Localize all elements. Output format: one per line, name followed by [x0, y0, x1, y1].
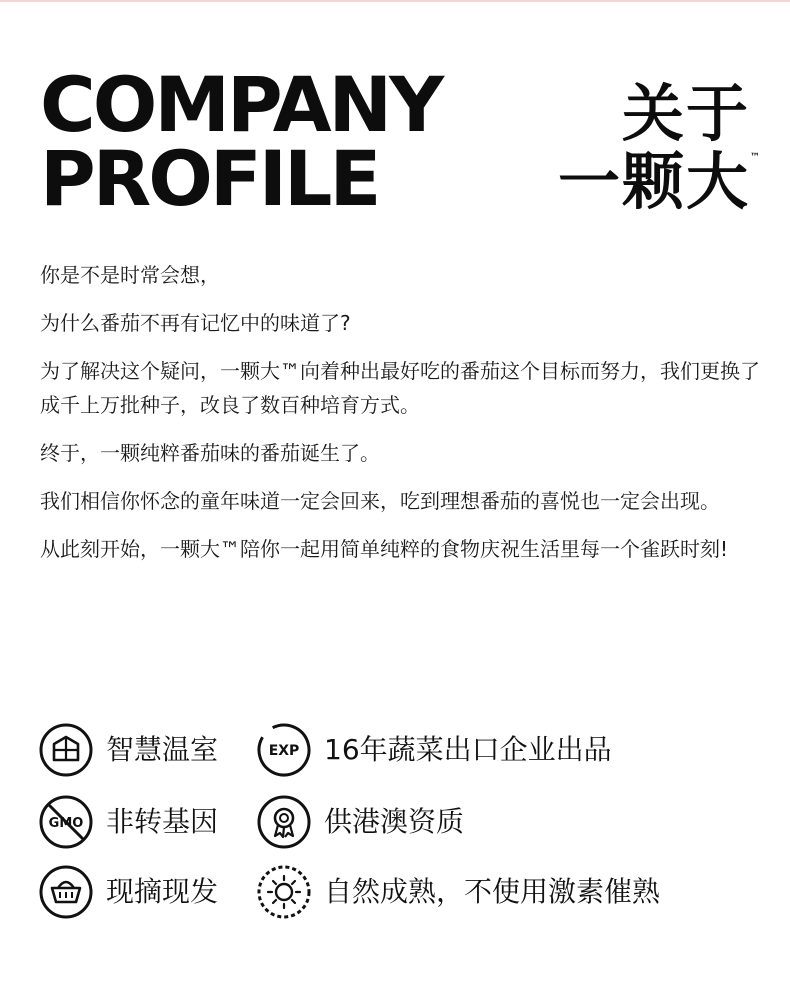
intro-paragraph: 从此刻开始，一颗大™陪你一起用简单纯粹的食物庆祝生活里每一个雀跃时刻!	[40, 537, 729, 561]
company-profile-heading	[40, 60, 442, 223]
intro-paragraph: 你是不是时常会想，	[40, 263, 220, 287]
non-gmo-icon	[38, 794, 94, 850]
feature-item	[256, 722, 612, 778]
heading-line-1: COMPANY	[40, 60, 442, 149]
brand-line-2: 一颗大	[557, 145, 750, 218]
feature-item	[256, 794, 464, 850]
brand-line-1: 关于	[621, 77, 750, 150]
intro-paragraph: 我们相信你怀念的童年味道一定会回来，吃到理想番茄的喜悦也一定会出现。	[40, 489, 720, 513]
feature-label: 智慧温室	[106, 733, 219, 766]
feature-label: 现摘现发	[106, 875, 219, 908]
svg-text:GMO: GMO	[48, 816, 84, 831]
basket-icon	[38, 864, 94, 920]
sun-icon	[256, 864, 312, 920]
feature-label: 16年蔬菜出口企业出品	[324, 733, 612, 766]
intro-text	[40, 258, 760, 580]
feature-label: 供港澳资质	[324, 805, 465, 838]
exp-icon	[256, 722, 312, 778]
top-divider	[0, 0, 790, 2]
feature-item	[38, 864, 218, 920]
feature-label: 非转基因	[106, 805, 219, 838]
award-badge-icon	[256, 794, 312, 850]
heading-line-2: PROFILE	[40, 134, 379, 223]
feature-item	[38, 722, 218, 778]
greenhouse-icon	[38, 722, 94, 778]
brand-title	[557, 77, 760, 218]
intro-paragraph: 为了解决这个疑问，一颗大™向着种出最好吃的番茄这个目标而努力，我们更换了成千上万批种子，改良了数百种培育方式。	[40, 359, 760, 417]
feature-item	[256, 864, 660, 920]
feature-label: 自然成熟，不使用激素催熟	[324, 875, 661, 908]
intro-paragraph: 终于，一颗纯粹番茄味的番茄诞生了。	[40, 441, 380, 465]
feature-item	[38, 794, 218, 850]
svg-text:EXP: EXP	[268, 743, 300, 759]
trademark-mark: ™	[750, 152, 760, 163]
intro-paragraph: 为什么番茄不再有记忆中的味道了?	[40, 311, 351, 335]
